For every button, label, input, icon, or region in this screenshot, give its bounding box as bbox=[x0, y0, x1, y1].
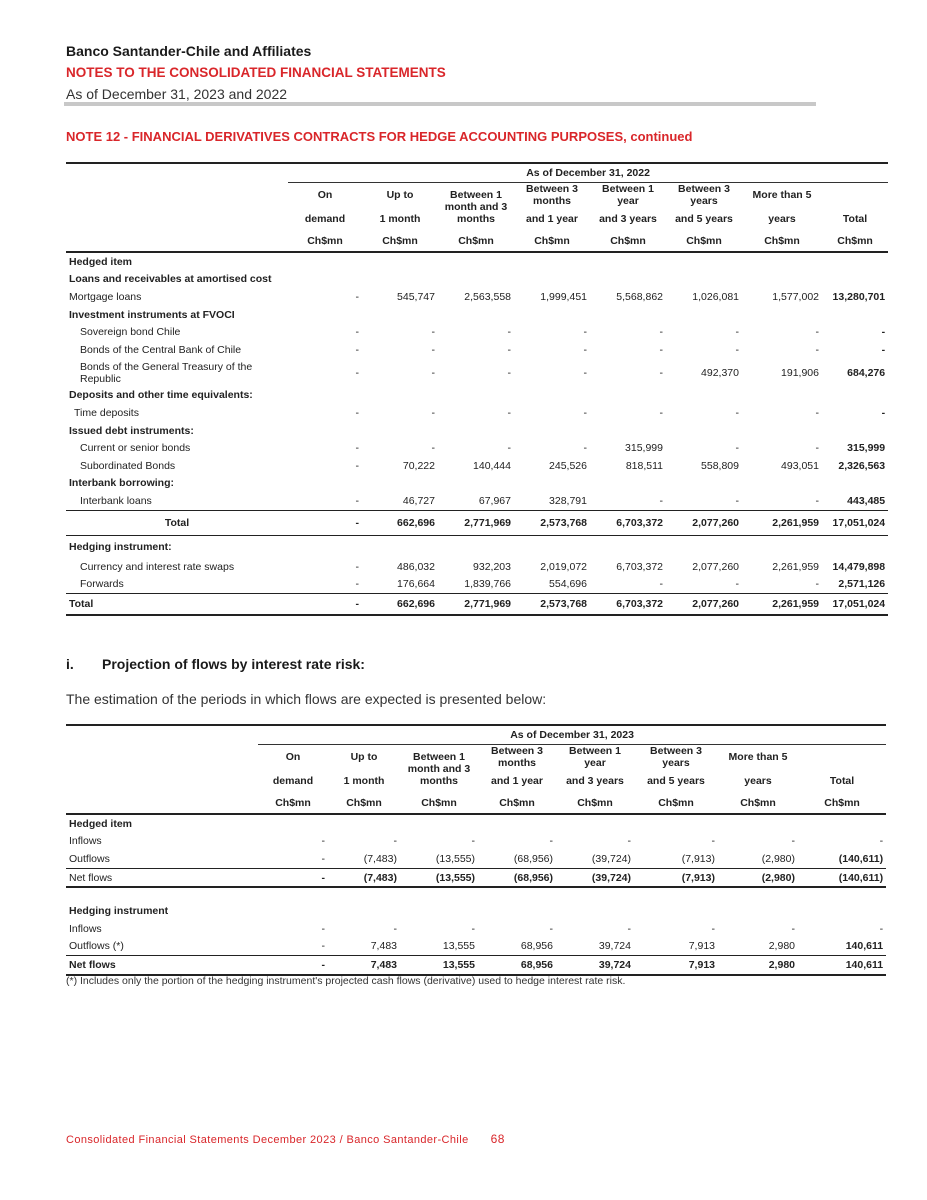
value-cell: (13,555) bbox=[400, 868, 478, 887]
value-cell: - bbox=[583, 442, 587, 455]
value-cell: 1,999,451 bbox=[540, 290, 587, 303]
total-cell: - bbox=[879, 835, 884, 848]
value-cell: - bbox=[583, 406, 587, 419]
value-cell: (39,724) bbox=[556, 850, 634, 868]
value-cell: - bbox=[735, 442, 739, 455]
value-cell: 1,839,766 bbox=[438, 575, 514, 593]
column-header-row-a: On Up to Between 1 month and 3 months Between 3 months Between 1 year Between 3 years More than 5 bbox=[285, 745, 788, 787]
value-cell: 46,727 bbox=[362, 492, 438, 510]
row-label: Bonds of the General Treasury of the Republic bbox=[80, 360, 253, 385]
footnote: (*) Includes only the portion of the hedging instrument's projected cash flows (derivative) used to hedge interest rate risk. bbox=[66, 975, 626, 987]
table-row bbox=[66, 492, 888, 510]
value-cell: - bbox=[355, 326, 359, 339]
value-cell: 176,664 bbox=[362, 575, 438, 593]
value-cell: 492,370 bbox=[701, 366, 739, 379]
value-cell: - bbox=[431, 326, 435, 339]
value-cell: 486,032 bbox=[397, 560, 435, 573]
table-row bbox=[66, 288, 888, 306]
value-cell: - bbox=[393, 835, 397, 848]
value-cell: - bbox=[590, 575, 666, 593]
value-cell: - bbox=[735, 326, 739, 339]
row-label: Inflows bbox=[69, 922, 102, 935]
value-cell: - bbox=[507, 366, 511, 379]
table-row bbox=[66, 439, 888, 457]
section-row: Investment instruments at FVOCI bbox=[69, 308, 235, 321]
value-cell: - bbox=[431, 366, 435, 379]
value-cell: 2,261,959 bbox=[772, 560, 819, 573]
value-cell: - bbox=[627, 835, 631, 848]
value-cell: 662,696 bbox=[362, 593, 438, 615]
value-cell: 2,077,260 bbox=[666, 593, 742, 615]
value-cell: - bbox=[659, 343, 663, 356]
value-cell: 2,563,558 bbox=[464, 290, 511, 303]
date-line: As of December 31, 2023 and 2022 bbox=[66, 86, 288, 102]
value-cell: (2,980) bbox=[718, 868, 798, 887]
value-cell: 2,771,969 bbox=[438, 593, 514, 615]
value-cell: (13,555) bbox=[400, 850, 478, 868]
value-cell: - bbox=[288, 575, 362, 593]
value-cell: 245,526 bbox=[549, 459, 587, 472]
column-header-row-b: demand 1 month and 1 year and 3 years and 5 years years Total bbox=[66, 207, 888, 231]
value-cell: - bbox=[355, 442, 359, 455]
value-cell: - bbox=[258, 956, 328, 975]
section-row: Interbank borrowing: bbox=[69, 477, 174, 490]
value-cell: - bbox=[431, 343, 435, 356]
row-label: Forwards bbox=[66, 575, 288, 593]
value-cell: 2,771,969 bbox=[438, 510, 514, 535]
value-cell: - bbox=[355, 560, 359, 573]
value-cell: - bbox=[507, 326, 511, 339]
value-cell: - bbox=[471, 922, 475, 935]
section-row: Loans and receivables at amortised cost bbox=[69, 273, 272, 286]
row-label: Current or senior bonds bbox=[80, 442, 191, 455]
value-cell: 1,577,002 bbox=[772, 290, 819, 303]
value-cell: - bbox=[258, 868, 328, 887]
total-cell: 315,999 bbox=[847, 442, 886, 455]
value-cell: 39,724 bbox=[556, 956, 634, 975]
total-row bbox=[66, 593, 888, 615]
col-1to3y-header: Between 1 year bbox=[602, 183, 654, 207]
value-cell: - bbox=[321, 922, 325, 935]
total-cell: 140,611 bbox=[798, 938, 886, 956]
value-cell: - bbox=[659, 406, 663, 419]
row-label: Total bbox=[66, 510, 288, 535]
col-more5-header: More than 5 bbox=[752, 189, 812, 201]
value-cell: - bbox=[583, 326, 587, 339]
row-label: Outflows bbox=[66, 850, 258, 868]
value-cell: 7,913 bbox=[634, 956, 718, 975]
company-name: Banco Santander-Chile and Affiliates bbox=[66, 43, 312, 59]
total-cell: 2,571,126 bbox=[822, 575, 888, 593]
value-cell: - bbox=[288, 510, 362, 535]
value-cell: (7,483) bbox=[328, 850, 400, 868]
value-cell: (7,913) bbox=[634, 868, 718, 887]
total-cell: 13,280,701 bbox=[832, 290, 886, 303]
value-cell: - bbox=[321, 835, 325, 848]
table-row bbox=[66, 868, 886, 887]
value-cell: 6,703,372 bbox=[616, 560, 663, 573]
total-cell: 17,051,024 bbox=[822, 510, 888, 535]
value-cell: 5,568,862 bbox=[616, 290, 663, 303]
value-cell: 140,444 bbox=[473, 459, 511, 472]
section-row: Hedged item bbox=[69, 255, 133, 268]
column-header-row-b: demand 1 month and 1 year and 3 years and 5 years years Total bbox=[272, 775, 855, 787]
value-cell: - bbox=[355, 290, 359, 303]
section-title: i. Projection of flows by interest rate risk: bbox=[66, 656, 365, 672]
value-cell: - bbox=[258, 938, 328, 956]
header-rule bbox=[64, 102, 816, 106]
total-cell: - bbox=[881, 343, 886, 356]
col-3mto1y-header: Between 3 months bbox=[526, 183, 578, 207]
total-cell: 684,276 bbox=[847, 366, 886, 379]
value-cell: - bbox=[590, 492, 666, 510]
value-cell: - bbox=[355, 343, 359, 356]
total-row bbox=[66, 510, 888, 535]
period-label: As of December 31, 2023 bbox=[258, 725, 886, 745]
value-cell: 7,483 bbox=[328, 938, 400, 956]
total-cell: (140,611) bbox=[798, 850, 886, 868]
row-label: Inflows bbox=[69, 835, 102, 848]
table-row bbox=[66, 920, 886, 938]
value-cell: - bbox=[791, 922, 795, 935]
table-row bbox=[66, 457, 888, 475]
value-cell: 39,724 bbox=[556, 938, 634, 956]
row-label: Bonds of the Central Bank of Chile bbox=[80, 343, 242, 356]
value-cell: 2,573,768 bbox=[514, 510, 590, 535]
value-cell: 818,511 bbox=[625, 459, 663, 472]
table-row bbox=[66, 323, 888, 341]
section-row: Deposits and other time equivalents: bbox=[69, 389, 253, 402]
value-cell: 558,809 bbox=[701, 459, 739, 472]
section-row: Hedged item bbox=[69, 817, 133, 830]
flows-table-2023 bbox=[66, 724, 886, 976]
value-cell: - bbox=[507, 343, 511, 356]
note-title: NOTE 12 - FINANCIAL DERIVATIVES CONTRACTS FOR HEDGE ACCOUNTING PURPOSES, continued bbox=[66, 129, 693, 144]
value-cell: (39,724) bbox=[556, 868, 634, 887]
value-cell: (68,956) bbox=[478, 850, 556, 868]
value-cell: - bbox=[627, 922, 631, 935]
value-cell: - bbox=[815, 442, 819, 455]
value-cell: (68,956) bbox=[478, 868, 556, 887]
col-on-header: On bbox=[317, 189, 333, 201]
value-cell: (7,483) bbox=[328, 868, 400, 887]
value-cell: 328,791 bbox=[514, 492, 590, 510]
total-cell: - bbox=[881, 326, 886, 339]
spacer-row bbox=[66, 887, 886, 902]
value-cell: 932,203 bbox=[473, 560, 511, 573]
section-row: Hedging instrument bbox=[69, 905, 169, 918]
value-cell: 7,913 bbox=[634, 938, 718, 956]
value-cell: - bbox=[393, 922, 397, 935]
row-label: Total bbox=[66, 593, 288, 615]
hedge-table-2022 bbox=[66, 162, 888, 616]
total-cell: - bbox=[879, 922, 884, 935]
row-label: Subordinated Bonds bbox=[80, 459, 176, 472]
col-3to5y-header: Between 3 years bbox=[678, 183, 730, 207]
value-cell: - bbox=[583, 366, 587, 379]
value-cell: 191,906 bbox=[781, 366, 819, 379]
total-cell: 2,326,563 bbox=[838, 459, 886, 472]
value-cell: - bbox=[815, 326, 819, 339]
table-row bbox=[66, 359, 888, 387]
value-cell: 13,555 bbox=[400, 938, 478, 956]
value-cell: 70,222 bbox=[402, 459, 435, 472]
total-cell: 140,611 bbox=[798, 956, 886, 975]
period-row bbox=[66, 163, 888, 183]
row-label: Time deposits bbox=[74, 406, 139, 419]
total-cell: 443,485 bbox=[822, 492, 888, 510]
table-row bbox=[66, 341, 888, 359]
value-cell: - bbox=[431, 442, 435, 455]
value-cell: - bbox=[735, 343, 739, 356]
value-cell: 2,980 bbox=[718, 938, 798, 956]
value-cell: 2,019,072 bbox=[540, 560, 587, 573]
row-label: Mortgage loans bbox=[69, 290, 142, 303]
table-row bbox=[66, 558, 888, 576]
value-cell: - bbox=[507, 442, 511, 455]
total-row bbox=[66, 956, 886, 975]
column-header-row-a bbox=[66, 183, 888, 208]
value-cell: 2,077,260 bbox=[692, 560, 739, 573]
value-cell: - bbox=[659, 326, 663, 339]
value-cell: - bbox=[355, 406, 359, 419]
table-row bbox=[66, 938, 886, 956]
period-label: As of December 31, 2022 bbox=[288, 163, 888, 183]
value-cell: - bbox=[742, 575, 822, 593]
value-cell: - bbox=[507, 406, 511, 419]
value-cell: - bbox=[288, 492, 362, 510]
value-cell: - bbox=[815, 406, 819, 419]
value-cell: - bbox=[791, 835, 795, 848]
table-row bbox=[66, 404, 888, 422]
value-cell: - bbox=[355, 459, 359, 472]
page-number: 68 bbox=[490, 1132, 505, 1146]
table-row bbox=[66, 575, 888, 593]
total-cell: - bbox=[881, 406, 886, 419]
value-cell: - bbox=[666, 492, 742, 510]
notes-title: NOTES TO THE CONSOLIDATED FINANCIAL STATEMENTS bbox=[66, 65, 446, 80]
table-row bbox=[66, 833, 886, 851]
value-cell: - bbox=[815, 343, 819, 356]
value-cell: - bbox=[583, 343, 587, 356]
value-cell: 315,999 bbox=[625, 442, 663, 455]
value-cell: - bbox=[355, 366, 359, 379]
total-cell: (140,611) bbox=[798, 868, 886, 887]
value-cell: 68,956 bbox=[478, 956, 556, 975]
row-label: Net flows bbox=[66, 868, 258, 887]
value-cell: - bbox=[659, 366, 663, 379]
value-cell: 13,555 bbox=[400, 956, 478, 975]
value-cell: - bbox=[735, 406, 739, 419]
period-row bbox=[66, 725, 886, 745]
total-cell: 14,479,898 bbox=[832, 560, 886, 573]
value-cell: - bbox=[549, 835, 553, 848]
value-cell: - bbox=[471, 835, 475, 848]
value-cell: - bbox=[288, 593, 362, 615]
page-footer: Consolidated Financial Statements December 2023 / Banco Santander-Chile 68 bbox=[66, 1132, 505, 1146]
value-cell: - bbox=[711, 835, 715, 848]
value-cell: 6,703,372 bbox=[590, 593, 666, 615]
value-cell: 545,747 bbox=[397, 290, 435, 303]
value-cell: - bbox=[549, 922, 553, 935]
section-row: Issued debt instruments: bbox=[69, 424, 194, 437]
value-cell: (2,980) bbox=[718, 850, 798, 868]
value-cell: 67,967 bbox=[438, 492, 514, 510]
value-cell: - bbox=[711, 922, 715, 935]
row-label: Currency and interest rate swaps bbox=[80, 560, 235, 573]
value-cell: 662,696 bbox=[362, 510, 438, 535]
value-cell: 7,483 bbox=[328, 956, 400, 975]
value-cell: 2,573,768 bbox=[514, 593, 590, 615]
value-cell: 493,051 bbox=[781, 459, 819, 472]
value-cell: (7,913) bbox=[634, 850, 718, 868]
value-cell: - bbox=[431, 406, 435, 419]
value-cell: 554,696 bbox=[514, 575, 590, 593]
total-cell: 17,051,024 bbox=[822, 593, 888, 615]
unit-row: Ch$mn Ch$mn Ch$mn Ch$mn Ch$mn Ch$mn Ch$mn Ch$mn bbox=[66, 231, 888, 252]
value-cell: - bbox=[666, 575, 742, 593]
value-cell: 6,703,372 bbox=[590, 510, 666, 535]
value-cell: - bbox=[258, 850, 328, 868]
value-cell: 1,026,081 bbox=[692, 290, 739, 303]
value-cell: 2,261,959 bbox=[742, 510, 822, 535]
unit-row: Ch$mn Ch$mn Ch$mn Ch$mn Ch$mn Ch$mn Ch$mn Ch$mn bbox=[66, 793, 886, 814]
row-label: Sovereign bond Chile bbox=[80, 326, 181, 339]
value-cell: - bbox=[742, 492, 822, 510]
value-cell: 2,980 bbox=[718, 956, 798, 975]
col-upto-header: Up to bbox=[386, 189, 414, 201]
value-cell: 68,956 bbox=[478, 938, 556, 956]
table-row bbox=[66, 850, 886, 868]
col-1to3m-header: Between 1 month and 3 months bbox=[444, 189, 508, 225]
row-label: Net flows bbox=[66, 956, 258, 975]
row-label: Outflows (*) bbox=[66, 938, 258, 956]
value-cell: 2,077,260 bbox=[666, 510, 742, 535]
section-row: Hedging instrument: bbox=[69, 540, 172, 553]
col-total-header: Total bbox=[842, 213, 868, 225]
row-label: Interbank loans bbox=[66, 492, 288, 510]
section-intro: The estimation of the periods in which flows are expected is presented below: bbox=[66, 691, 547, 707]
value-cell: 2,261,959 bbox=[742, 593, 822, 615]
